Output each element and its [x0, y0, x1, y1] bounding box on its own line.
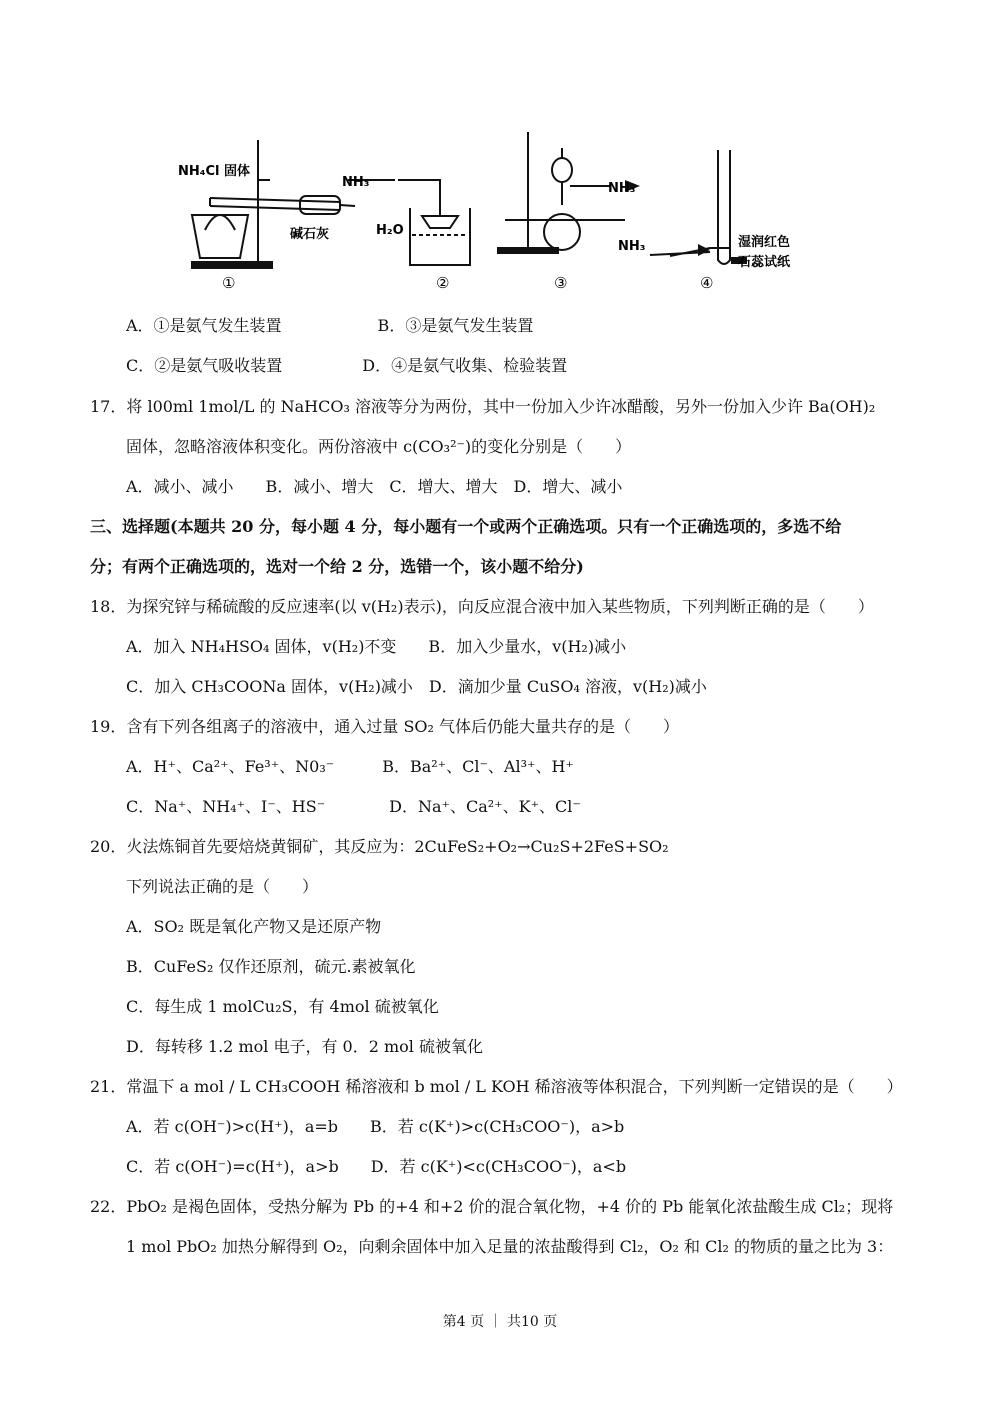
q18-options-cd: C．加入 CH₃COONa 固体，v(H₂)减小 D．滴加少量 CuSO₄ 溶液，v(H₂)减小: [126, 677, 707, 696]
q18-stem: 18．为探究锌与稀硫酸的反应速率(以 v(H₂)表示)，向反应混合液中加入某些物质，下列判断正确的是（ ）: [90, 597, 874, 616]
q19-options-ab: A．H⁺、Ca²⁺、Fe³⁺、N0₃⁻ B．Ba²⁺、Cl⁻、Al³⁺、H⁺: [126, 757, 574, 776]
label-lime: 碱石灰: [290, 227, 330, 242]
label-h2o: H₂O: [376, 223, 404, 238]
q17-options: A．减小、减小 B．减小、增大 C．增大、增大 D．增大、减小: [126, 477, 623, 496]
number-1: ①: [222, 274, 236, 292]
section-3-heading-line2: 分；有两个正确选项的，选对一个给 2 分，选错一个，该小题不给分): [90, 557, 584, 576]
q19-stem: 19．含有下列各组离子的溶液中，通入过量 SO₂ 气体后仍能大量共存的是（ ）: [90, 717, 680, 736]
q20-stem-line1: 20．火法炼铜首先要焙烧黄铜矿，其反应为：2CuFeS₂+O₂→Cu₂S+2FeS+SO₂: [90, 837, 669, 856]
q20-option-c: C．每生成 1 molCu₂S，有 4mol 硫被氧化: [126, 997, 439, 1016]
q19-options-cd: C．Na⁺、NH₄⁺、I⁻、HS⁻ D．Na⁺、Ca²⁺、K⁺、Cl⁻: [126, 797, 581, 816]
q20-stem-line2: 下列说法正确的是（ ）: [126, 877, 319, 896]
label-nh4cl: NH₄Cl 固体: [178, 164, 250, 179]
q16-options-ab: A．①是氨气发生装置 B．③是氨气发生装置: [126, 316, 534, 335]
number-4: ④: [700, 274, 714, 292]
q20-option-b: B．CuFeS₂ 仅作还原剂，硫元.素被氧化: [126, 957, 416, 976]
q17-stem-line2: 固体，忽略溶液体积变化。两份溶液中 c(CO₃²⁻)的变化分别是（ ）: [126, 437, 632, 456]
q16-options-cd: C．②是氨气吸收装置 D．④是氨气收集、检验装置: [126, 356, 568, 375]
label-nh3-3: NH₃: [608, 181, 636, 196]
q20-option-a: A．SO₂ 既是氧化产物又是还原产物: [126, 917, 382, 936]
q22-stem-line1: 22．PbO₂ 是褐色固体，受热分解为 Pb 的+4 和+2 价的混合氧化物，+4 价的 Pb 能氧化浓盐酸生成 Cl₂；现将: [90, 1197, 894, 1216]
number-2: ②: [436, 274, 450, 292]
label-nh3-2: NH₃: [342, 175, 370, 190]
number-3: ③: [554, 274, 568, 292]
q17-stem-line1: 17．将 l00ml 1mol/L 的 NaHCO₃ 溶液等分为两份，其中一份加入少许冰醋酸，另外一份加入少许 Ba(OH)₂: [90, 397, 876, 416]
q21-stem: 21．常温下 a mol / L CH₃COOH 稀溶液和 b mol / L KOH 稀溶液等体积混合，下列判断一定错误的是（ ）: [90, 1077, 903, 1096]
page-footer: 第4 页 ｜ 共10 页: [442, 1314, 558, 1330]
q20-option-d: D．每转移 1.2 mol 电子，有 0．2 mol 硫被氧化: [126, 1037, 483, 1056]
apparatus-drawing: [170, 120, 860, 305]
label-litmus-1: 湿润红色: [738, 235, 791, 250]
q21-options-cd: C．若 c(OH⁻)=c(H⁺)，a>b D．若 c(K⁺)<c(CH₃COO⁻)，a<b: [126, 1157, 627, 1176]
q21-options-ab: A．若 c(OH⁻)>c(H⁺)，a=b B．若 c(K⁺)>c(CH₃COO⁻)，a>b: [126, 1117, 625, 1136]
label-nh3-4: NH₃: [618, 239, 646, 254]
section-3-heading-line1: 三、选择题(本题共 20 分，每小题 4 分，每小题有一个或两个正确选项。只有一个正确选项的，多选不给: [90, 517, 842, 536]
apparatus-figure: [170, 120, 860, 305]
q22-stem-line2: 1 mol PbO₂ 加热分解得到 O₂，向剩余固体中加入足量的浓盐酸得到 Cl₂，O₂ 和 Cl₂ 的物质的量之比为 3：: [126, 1237, 894, 1256]
q18-options-ab: A．加入 NH₄HSO₄ 固体，v(H₂)不变 B．加入少量水，v(H₂)减小: [126, 637, 627, 656]
label-litmus-2: 石蕊试纸: [738, 255, 791, 270]
